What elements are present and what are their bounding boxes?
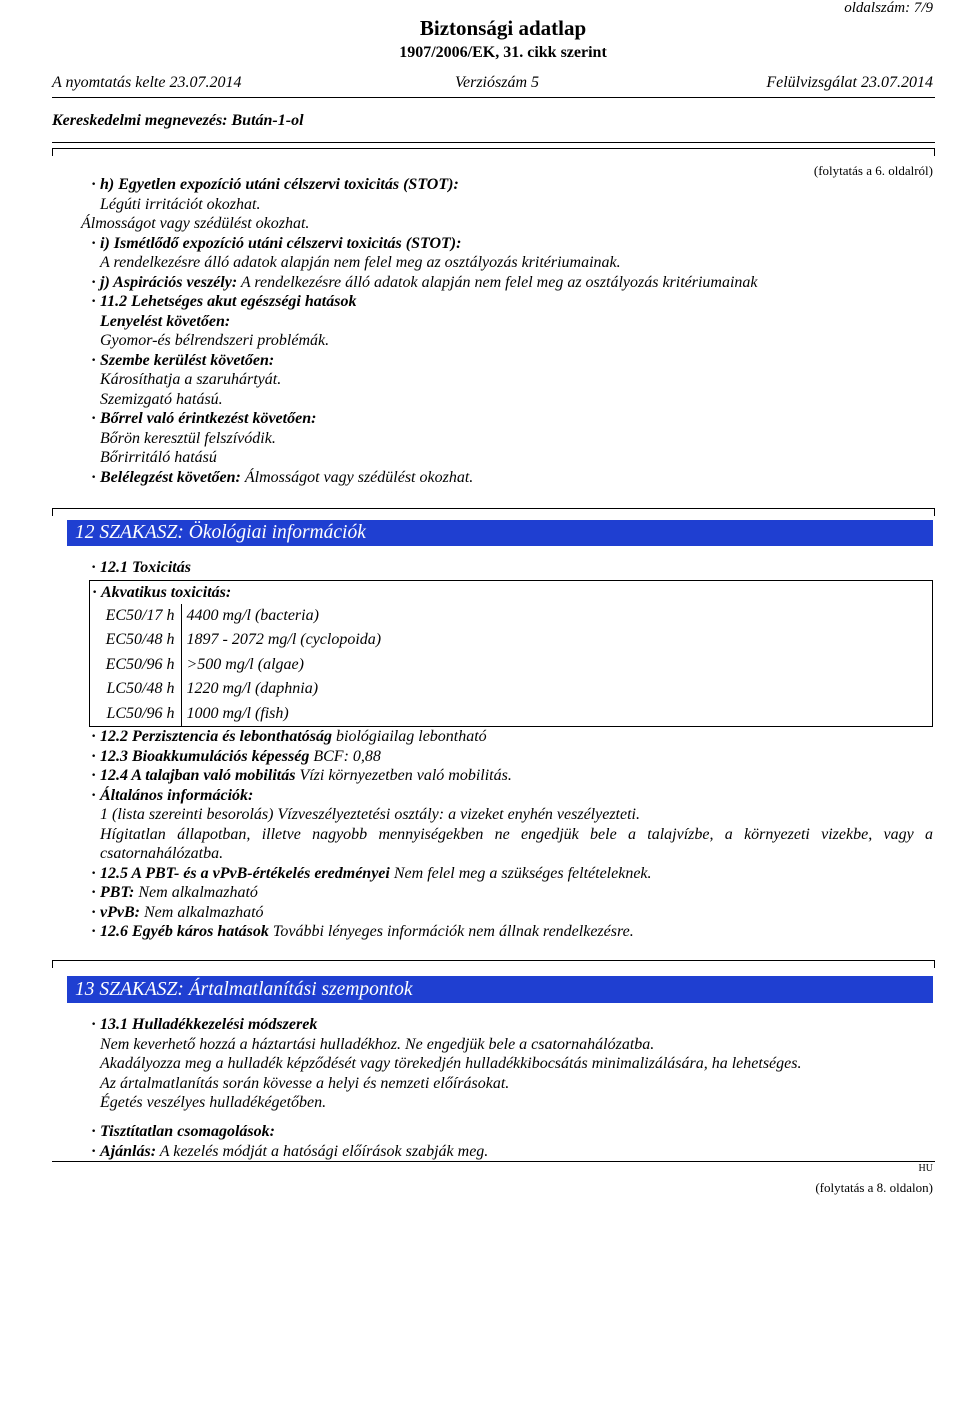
section-line <box>100 864 933 884</box>
line-text: Álmosságot vagy szédülést okozhat. <box>244 468 474 486</box>
section-heading-13: 13 SZAKASZ: Ártalmatlanítási szempontok <box>67 976 933 1003</box>
line-label: vPvB: <box>100 903 140 921</box>
section-line <box>100 727 933 747</box>
line-label: 11.2 Lehetséges akut egészségi hatások <box>100 293 357 310</box>
line-text: A rendelkezésre álló adatok alapján nem felel meg az osztályozás kritériumainak <box>240 273 758 291</box>
line-label: h) Egyetlen expozíció utáni célszervi toxicitás (STOT): <box>100 176 459 193</box>
line-text: Nem alkalmazható <box>143 903 264 921</box>
section-line <box>100 312 758 332</box>
section-frame <box>52 148 935 156</box>
document-subtitle: 1907/2006/EK, 31. cikk szerint <box>399 44 607 61</box>
value-cell: 1220 mg/l (daphnia) <box>186 680 319 698</box>
line-label: 12.6 Egyéb káros hatások <box>100 923 269 940</box>
line-text: Az ártalmatlanítás során kövesse a helyi és nemzeti előírásokat. <box>100 1074 510 1092</box>
section-frame <box>52 960 935 968</box>
section-line <box>100 448 758 468</box>
section-line <box>100 1054 801 1074</box>
section-line <box>100 805 933 825</box>
line-label: 12.2 Perzisztencia és lebonthatóság <box>100 728 333 745</box>
section-line <box>100 1074 801 1094</box>
line-label: 13.1 Hulladékkezelési módszerek <box>100 1016 318 1033</box>
section-12-toxicity-heading <box>100 558 191 578</box>
line-text: Nem felel meg a szükséges feltételeknek. <box>393 864 652 882</box>
section-line <box>100 1093 801 1113</box>
section-line <box>100 234 758 254</box>
aquatic-toxicity-label <box>101 581 932 604</box>
line-text: További lényeges információk nem állnak rendelkezésre. <box>272 923 634 940</box>
line-text: Nem keverhető hozzá a háztartási hulladékhoz. Ne engedjük bele a csatornahálózatba. <box>100 1035 655 1053</box>
line-label: Ajánlás: <box>100 1142 157 1160</box>
line-label: 12.4 A talajban való mobilitás <box>100 767 296 784</box>
section-line <box>100 883 933 903</box>
line-spacer <box>100 1113 801 1123</box>
section-line <box>100 175 758 195</box>
line-text: Gyomor-és bélrendszeri problémák. <box>100 332 330 349</box>
endpoint-cell: LC50/96 h <box>90 702 181 726</box>
page-number: oldalszám: 7/9 <box>844 0 933 16</box>
continued-from-note: (folytatás a 6. oldalról) <box>813 163 933 178</box>
trade-name: Kereskedelmi megnevezés: Bután-1-ol <box>52 112 304 129</box>
print-date: A nyomtatás kelte 23.07.2014 <box>52 74 242 91</box>
line-text: Égetés veszélyes hulladékégetőben. <box>100 1094 327 1111</box>
line-text: Bőrirritáló hatású <box>100 449 217 466</box>
line-label: Általános információk: <box>100 786 254 804</box>
line-label: PBT: <box>100 884 135 901</box>
version-number: Verziószám 5 <box>455 74 540 91</box>
table-row <box>90 677 381 701</box>
line-label: Akvatikus toxicitás: <box>101 584 232 601</box>
footer-divider <box>52 1161 935 1162</box>
header-divider <box>52 97 935 98</box>
section-line <box>100 1035 801 1055</box>
section-paragraph: Hígitatlan állapotban, illetve nagyobb mennyiségekben ne engedjük bele a talajvízbe, a környezeti vizekbe, vagy a csatornahálózatba. <box>100 825 933 862</box>
endpoint-cell: EC50/17 h <box>90 604 181 628</box>
aquatic-toxicity-table <box>90 604 381 726</box>
line-label: Bőrrel való érintkezést követően: <box>100 410 317 427</box>
section-line <box>100 1142 801 1162</box>
document-title: Biztonsági adatlap <box>419 16 587 40</box>
line-text: Álmosságot vagy szédülést okozhat. <box>81 215 310 232</box>
section-line <box>100 558 191 578</box>
section-line <box>100 429 758 449</box>
section-line <box>100 409 758 429</box>
section-line <box>100 195 758 215</box>
table-row <box>90 628 381 652</box>
section-line <box>100 253 758 273</box>
endpoint-cell: EC50/96 h <box>90 653 181 677</box>
table-row <box>90 604 381 628</box>
section-heading-12: 12 SZAKASZ: Ökológiai információk <box>67 520 933 546</box>
section-line <box>100 331 758 351</box>
value-cell: 1897 - 2072 mg/l (cyclopoida) <box>186 631 382 649</box>
value-cell: 1000 mg/l (fish) <box>186 704 289 722</box>
section-line <box>81 214 739 234</box>
section-line <box>100 747 933 767</box>
section-line <box>100 903 933 923</box>
line-text: biológiailag lebontható <box>336 728 487 745</box>
section-frame <box>52 508 935 516</box>
section-line <box>100 922 933 942</box>
table-row <box>90 702 381 726</box>
section-line <box>100 273 758 293</box>
line-label: Belélegzést követően: <box>100 468 241 486</box>
aquatic-toxicity-box <box>89 580 933 727</box>
line-label: 12.1 Toxicitás <box>100 559 191 576</box>
line-text: Károsíthatja a szaruhártyát. <box>100 371 282 388</box>
section-line <box>100 370 758 390</box>
section-line <box>100 292 758 312</box>
section-11-content <box>81 175 758 487</box>
line-label: i) Ismétlődő expozíció utáni célszervi toxicitás (STOT): <box>100 234 462 252</box>
line-label: 12.5 A PBT- és a vPvB-értékelés eredményei <box>100 864 390 882</box>
section-13-content <box>100 1015 801 1161</box>
line-label: 12.3 Bioakkumulációs képesség <box>100 747 310 765</box>
revision-date: Felülvizsgálat 23.07.2014 <box>766 74 933 91</box>
endpoint-cell: EC50/48 h <box>90 628 181 652</box>
line-text: 1 (lista szereinti besorolás) Vízveszélyeztetési osztály: a vizeket enyhén veszélyezteti. <box>100 806 640 823</box>
country-code: HU <box>918 1163 933 1174</box>
value-cell: >500 mg/l (algae) <box>186 655 304 673</box>
line-text: Szemizgató hatású. <box>100 390 223 408</box>
value-cell: 4400 mg/l (bacteria) <box>186 607 319 624</box>
line-label: Lenyelést követően: <box>100 312 231 330</box>
endpoint-cell: LC50/48 h <box>90 677 181 701</box>
line-text: Vízi környezetben való mobilitás. <box>299 767 512 784</box>
line-label: j) Aspirációs veszély: <box>100 273 238 291</box>
line-text: Akadályozza meg a hulladék képződését vagy törekedjén hulladékkibocsátás minimalizálására, ha lehetséges. <box>100 1055 802 1072</box>
section-line <box>100 766 933 786</box>
section-line <box>100 1015 801 1035</box>
header-meta-row <box>52 73 933 93</box>
section-line <box>100 468 758 488</box>
line-label: Szembe kerülést követően: <box>100 351 275 369</box>
section-line <box>100 390 758 410</box>
line-text: A rendelkezésre álló adatok alapján nem felel meg az osztályozás kritériumainak. <box>100 254 621 271</box>
trade-name-divider <box>52 142 935 143</box>
section-line <box>100 351 758 371</box>
line-label: Tisztítatlan csomagolások: <box>100 1123 275 1140</box>
line-text: Bőrön keresztül felszívódik. <box>100 429 276 447</box>
line-text: A kezelés módját a hatósági előírások szabják meg. <box>159 1142 489 1160</box>
section-12-content <box>100 727 933 942</box>
continued-on-note: (folytatás a 8. oldalon) <box>815 1180 933 1195</box>
line-text: BCF: 0,88 <box>313 747 381 765</box>
section-line <box>100 1122 801 1142</box>
line-text: Nem alkalmazható <box>138 884 258 901</box>
line-text: Légúti irritációt okozhat. <box>100 195 261 213</box>
table-row <box>90 653 381 677</box>
section-line <box>100 786 933 806</box>
